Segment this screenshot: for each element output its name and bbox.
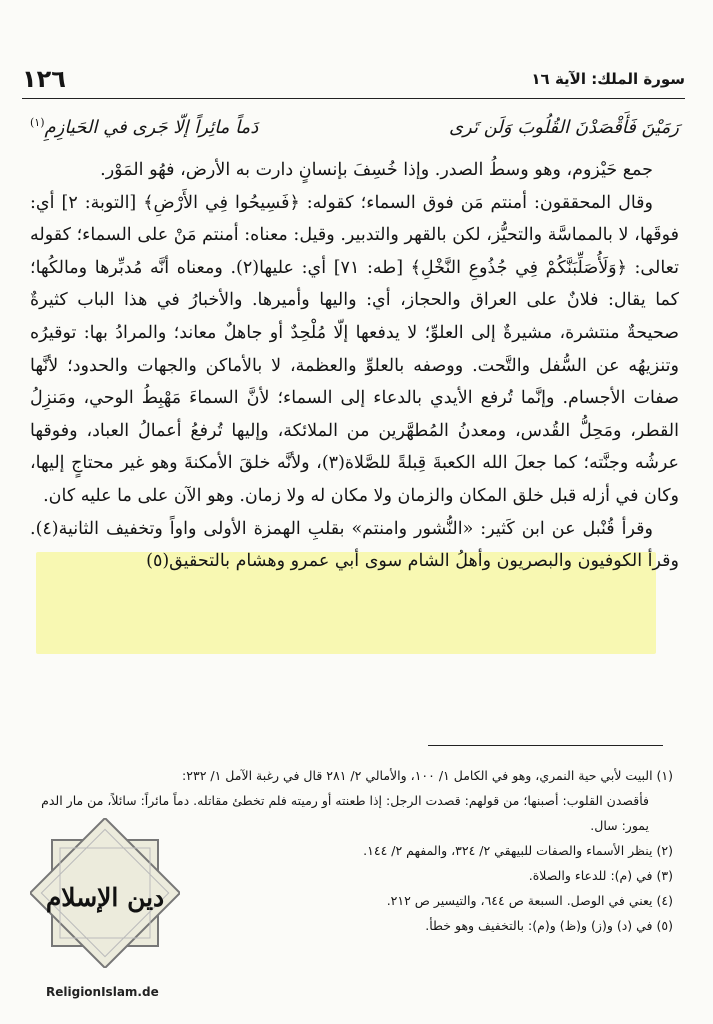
footnote-3: (٣) في (م): للدعاء والصلاة. [528, 868, 673, 883]
main-text [30, 154, 679, 578]
footnote-1-cont: فأقصدن القلوب: أصبنها؛ من قولهم: قصدت الرجل: إذا طعنته أو رميته فلم تخطئ مقاتله. دماً مائراً: سائلاً، من مار الدم يمور: سال. [41, 793, 649, 833]
footnote-2: (٢) ينظر الأسماء والصفات للبيهقي ٢/ ٣٢٤، والمفهم ٢/ ١٤٤. [363, 843, 673, 858]
page-number: ١٢٦ [22, 65, 66, 93]
paragraph-1: جمع حَيْزوم، وهو وسطُ الصدر. وإذا خُسِفَ بإنسانٍ دارت به الأرض، فهُو المَوْر. [100, 160, 653, 180]
paragraph-3: وقرأ قُنْبل عن ابن كَثير: «النُّشور وامنتم» بقلبِ الهمزة الأولى واواً وتخفيف الثانية(٤). وقرأ الكوفيون والبصريون وأهلُ الشام سوى أبي عمرو وهشام بالتحقيق(٥) [30, 518, 679, 572]
verse-second-hemistich [30, 116, 258, 138]
page-header [22, 64, 685, 94]
footnote-5: (٥) في (د) و(ز) و(ظ) و(م): بالتخفيف وهو خطأ. [425, 918, 673, 933]
religion-islam-logo [30, 818, 180, 968]
poetry-verse [30, 116, 679, 146]
verse-first-hemistich: رَمَيْنَ فَأَقْصَدْنَ القُلُوبَ وَلَن تَرى [448, 117, 679, 138]
site-watermark: ReligionIslam.de [46, 985, 159, 999]
running-title: سورة الملك: الآية ١٦ [531, 70, 685, 88]
paragraph-2: وقال المحققون: أمنتم مَن فوق السماء؛ كقوله: ﴿فَسِيحُوا فِي الأَرْضِ﴾ [التوبة: ٢] أي: فوقَها، لا بالمماسَّة والتحيُّز، لكن بالقهر والتدبير. وقيل: معناه: أمنتم مَنْ على السماء؛ كقوله تعالى: ﴿وَلَأُصَلِّبَنَّكُمْ فِي جُذُوعِ النَّخْلِ﴾ [طه: ٧١] أي: عليها(٢). ومعناه أنَّه مُدبِّرها ومالكُها؛ كما يقال: فلانٌ على العراق والحجاز، أي: واليها وأميرها. والأخبارُ في هذا الباب كثيرةٌ صحيحةٌ منتشرة، مشيرةٌ إلى العلوِّ؛ لا يدفعها إلّا مُلْحِدٌ أو جاهلٌ معاند؛ والمرادُ بها: توقيرُه وتنزيهُه عن السُّفل والتَّحت. ووصفه بالعلوِّ والعظمة، لا بالأماكن والجهات والحدود؛ لأنَّها صفات الأجسام. وإنَّما تُرفع الأيدي بالدعاء إلى السماء؛ لأنَّ السماءَ مَهْبِطُ الوحي، ومَنزِلُ القطر، ومَحِلُّ القُدس، ومعدنُ المُطهَّرين من الملائكة، وإليها تُرفعُ أعمالُ العباد، وفوقها عرشُه وجنَّته؛ كما جعلَ الله الكعبةَ قِبلةً للصَّلاة(٣)، ولأنَّه خلقَ الأمكنةَ وهو غير محتاجٍ إليها، وكان في أزله قبل خلق المكان والزمان ولا مكان له ولا زمان. وهو الآن على ما عليه كان. [30, 192, 679, 506]
footnote-rule [428, 745, 663, 746]
footnote-4: (٤) يعني في الوصل. السبعة ص ٦٤٤، والتيسير ص ٢١٢. [386, 893, 673, 908]
header-rule [22, 98, 685, 99]
verse-note-ref: (١) [30, 116, 45, 129]
logo-calligraphy: دين الإسلام [45, 883, 165, 912]
footnote-1: (١) البيت لأبي حية النمري، وهو في الكامل ١/ ١٠٠، والأمالي ٢/ ٢٨١ قال في رغبة الآمل ١/ ٢٣٢: [182, 768, 673, 783]
verse-second-text: دَماً مائِراً إلّا جَرى في الحَيازِمِ [44, 117, 259, 138]
